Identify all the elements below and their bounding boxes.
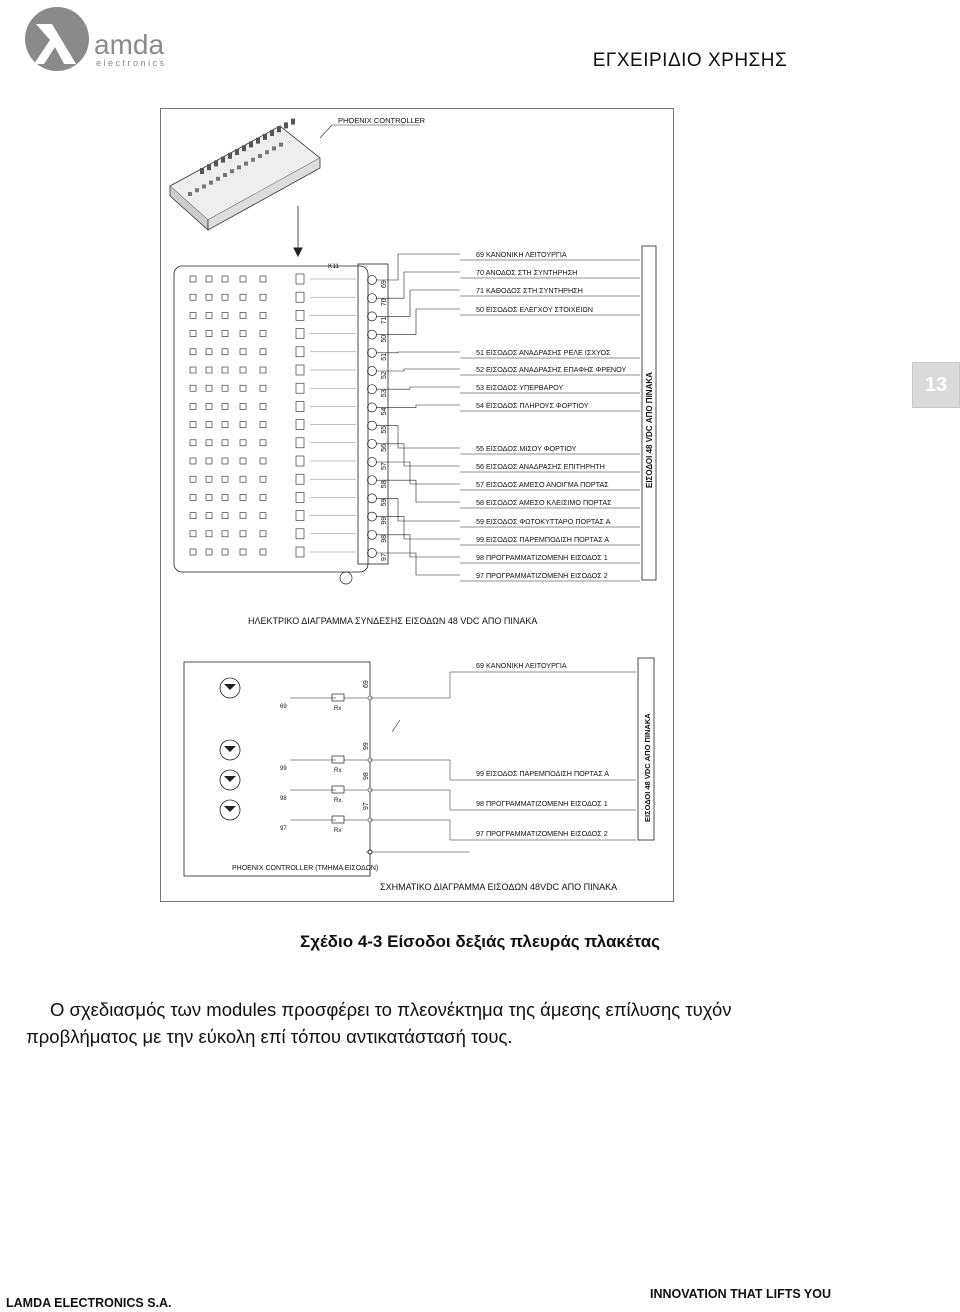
optocoupler-row bbox=[220, 678, 372, 712]
terminal-number: 58 bbox=[381, 480, 388, 489]
terminal-number: 97 bbox=[363, 802, 370, 810]
input-label: 51 ΕΙΣΟΔΟΣ ΑΝΑΔΡΑΣΗΣ ΡΕΛΕ ΙΣΧΥΟΣ bbox=[476, 348, 611, 357]
page-number-tab: 13 bbox=[912, 362, 960, 408]
input-label: 54 ΕΙΣΟΔΟΣ ΠΛΗΡΟΥΣ ΦΟΡΤΙΟΥ bbox=[476, 401, 589, 410]
input-label: 53 ΕΙΣΟΔΟΣ ΥΠΕΡΒΑΡΟΥ bbox=[476, 383, 564, 392]
signal-number: 69 bbox=[280, 704, 287, 710]
signal-number: 99 bbox=[280, 766, 287, 772]
controller-label: PHOENIX CONTROLLER bbox=[338, 116, 426, 125]
terminal-number: 55 bbox=[381, 425, 388, 434]
input-label: 52 ΕΙΣΟΔΟΣ ΑΝΑΔΡΑΣΗΣ ΕΠΑΦΗΣ ΦΡΕΝΟΥ bbox=[476, 365, 627, 374]
logo-subtext: e l e c t r o n i c s bbox=[96, 58, 165, 68]
terminal-screw bbox=[368, 458, 377, 467]
terminal-number: 98 bbox=[363, 772, 370, 780]
terminal-screw bbox=[368, 530, 377, 539]
input-label: 59 ΕΙΣΟΔΟΣ ΦΩΤΟΚΥΤΤΑΡΟ ΠΟΡΤΑΣ Α bbox=[476, 517, 611, 526]
terminal-number: 56 bbox=[381, 444, 388, 452]
signal-number: 98 bbox=[280, 796, 287, 802]
diagram-bottom-title: ΣΧΗΜΑΤΙΚΟ ΔΙΑΓΡΑΜΜΑ ΕΙΣΟΔΩΝ 48VDC ΑΠΟ ΠΙΝΑΚΑ bbox=[380, 882, 618, 892]
terminal-screw bbox=[368, 439, 377, 448]
input-label: 58 ΕΙΣΟΔΟΣ ΑΜΕΣΟ ΚΛΕΙΣΙΜΟ ΠΟΡΤΑΣ bbox=[476, 498, 612, 507]
terminal-number: 70 bbox=[381, 298, 388, 307]
input-label: 98 ΠΡΟΓΡΑΜΜΑΤΙΖΟΜΕΝΗ ΕΙΣΟΔΟΣ 1 bbox=[476, 553, 608, 562]
input-label: 98 ΠΡΟΓΡΑΜΜΑΤΙΖΟΜΕΝΗ ΕΙΣΟΔΟΣ 1 bbox=[476, 799, 608, 808]
input-label: 69 ΚΑΝΟΝΙΚΗ ΛΕΙΤΟΥΡΓΙΑ bbox=[476, 250, 567, 259]
input-label: 97 ΠΡΟΓΡΑΜΜΑΤΙΖΟΜΕΝΗ ΕΙΣΟΔΟΣ 2 bbox=[476, 829, 608, 838]
terminal-screw bbox=[368, 385, 377, 394]
pcb-illustration bbox=[170, 119, 320, 230]
resistor-label: Rx bbox=[334, 828, 342, 834]
terminal-screw bbox=[368, 421, 377, 430]
input-label: 57 ΕΙΣΟΔΟΣ ΑΜΕΣΟ ΑΝΟΙΓΜΑ ΠΟΡΤΑΣ bbox=[476, 480, 609, 489]
terminal-screw bbox=[368, 549, 377, 558]
terminal-number: 50 bbox=[381, 334, 388, 343]
signal-number: 97 bbox=[280, 826, 287, 832]
footer-slogan: INNOVATION THAT LIFTS YOU bbox=[650, 1287, 832, 1301]
resistor-label: Rx bbox=[334, 768, 342, 774]
terminal-number: 57 bbox=[381, 462, 388, 470]
side-label: ΕΙΣΟΔΟΙ 48 VDC ΑΠΟ ΠΙΝΑΚΑ bbox=[645, 372, 654, 488]
terminal-number: 52 bbox=[381, 371, 388, 379]
lamda-logo bbox=[22, 4, 192, 74]
body-paragraph: Ο σχεδιασμός των modules προσφέρει το πλεονέκτημα της άμεσης επίλυσης τυχόν προβλήματος με την εύκολη επί τόπου αντικατάστασή τους. bbox=[26, 999, 732, 1047]
controller-input-label: PHOENIX CONTROLLER (ΤΜΗΜΑ ΕΙΣΟΔΩΝ) bbox=[232, 865, 379, 872]
module-board bbox=[174, 266, 368, 572]
input-label: 99 ΕΙΣΟΔΟΣ ΠΑΡΕΜΠΟΔΙΣΗ ΠΟΡΤΑΣ Α bbox=[476, 535, 610, 544]
terminal-screw bbox=[368, 494, 377, 503]
figure-caption: Σχέδιο 4-3 Είσοδοι δεξιάς πλευράς πλακέτας bbox=[300, 932, 660, 951]
input-label: 50 ΕΙΣΟΔΟΣ ΕΛΕΓΧΟΥ ΣΤΟΙΧΕΙΩΝ bbox=[476, 305, 593, 314]
terminal-number: 51 bbox=[381, 353, 388, 361]
resistor-label: Rx bbox=[334, 706, 342, 712]
resistor-label: Rx bbox=[334, 798, 342, 804]
input-label: 97 ΠΡΟΓΡΑΜΜΑΤΙΖΟΜΕΝΗ ΕΙΣΟΔΟΣ 2 bbox=[476, 571, 608, 580]
optocoupler-row bbox=[220, 800, 372, 834]
terminal-screw bbox=[368, 330, 377, 339]
input-label: 56 ΕΙΣΟΔΟΣ ΑΝΑΔΡΑΣΗΣ ΕΠΙΤΗΡΗΤΗ bbox=[476, 462, 605, 471]
terminal-number: 97 bbox=[381, 553, 388, 561]
terminal-screw bbox=[368, 367, 377, 376]
input-label: 55 ΕΙΣΟΔΟΣ ΜΙΣΟΥ ΦΟΡΤΙΟΥ bbox=[476, 444, 577, 453]
wiring-diagram bbox=[160, 108, 674, 902]
side-label-bottom: ΕΙΣΟΔΟΙ 48 VDC ΑΠΟ ΠΙΝΑΚΑ bbox=[643, 713, 652, 822]
diagram-top-title: ΗΛΕΚΤΡΙΚΟ ΔΙΑΓΡΑΜΜΑ ΣΥΝΔΕΣΗΣ ΕΙΣΟΔΩΝ 48 VDC ΑΠΟ ΠΙΝΑΚΑ bbox=[248, 616, 538, 626]
terminal-screw bbox=[368, 348, 377, 357]
optocoupler-row bbox=[220, 740, 372, 774]
input-label: 99 ΕΙΣΟΔΟΣ ΠΑΡΕΜΠΟΔΙΣΗ ΠΟΡΤΑΣ Α bbox=[476, 769, 610, 778]
input-label: 70 ΑΝΟΔΟΣ ΣΤΗ ΣΥΝΤΗΡΗΣΗ bbox=[476, 268, 578, 277]
input-label: 69 ΚΑΝΟΝΙΚΗ ΛΕΙΤΟΥΡΓΙΑ bbox=[476, 661, 567, 670]
optocoupler-row bbox=[220, 770, 372, 804]
terminal-number: 69 bbox=[381, 280, 388, 288]
logo-text: amda bbox=[94, 29, 165, 60]
input-label: 71 ΚΑΘΟΔΟΣ ΣΤΗ ΣΥΝΤΗΡΗΣΗ bbox=[476, 286, 583, 295]
manual-title: ΕΓΧΕΙΡΙΔΙΟ ΧΡΗΣΗΣ bbox=[592, 50, 788, 71]
terminal-number: 98 bbox=[381, 535, 388, 543]
terminal-screw bbox=[368, 403, 377, 412]
terminal-screw bbox=[368, 276, 377, 285]
relay-label: K11 bbox=[328, 263, 340, 270]
terminal-number: 69 bbox=[363, 680, 370, 688]
terminal-number: 59 bbox=[381, 498, 388, 507]
footer-company: LAMDA ELECTRONICS S.A. bbox=[6, 1296, 172, 1310]
terminal-number: 54 bbox=[381, 407, 388, 416]
terminal-screw bbox=[368, 476, 377, 485]
terminal-screw bbox=[368, 512, 377, 521]
terminal-number: 53 bbox=[381, 389, 388, 398]
terminal-number: 71 bbox=[381, 316, 388, 325]
terminal-screw bbox=[368, 312, 377, 321]
terminal-number: 99 bbox=[363, 742, 370, 750]
terminal-number: 99 bbox=[381, 516, 388, 525]
terminal-screw bbox=[368, 294, 377, 303]
